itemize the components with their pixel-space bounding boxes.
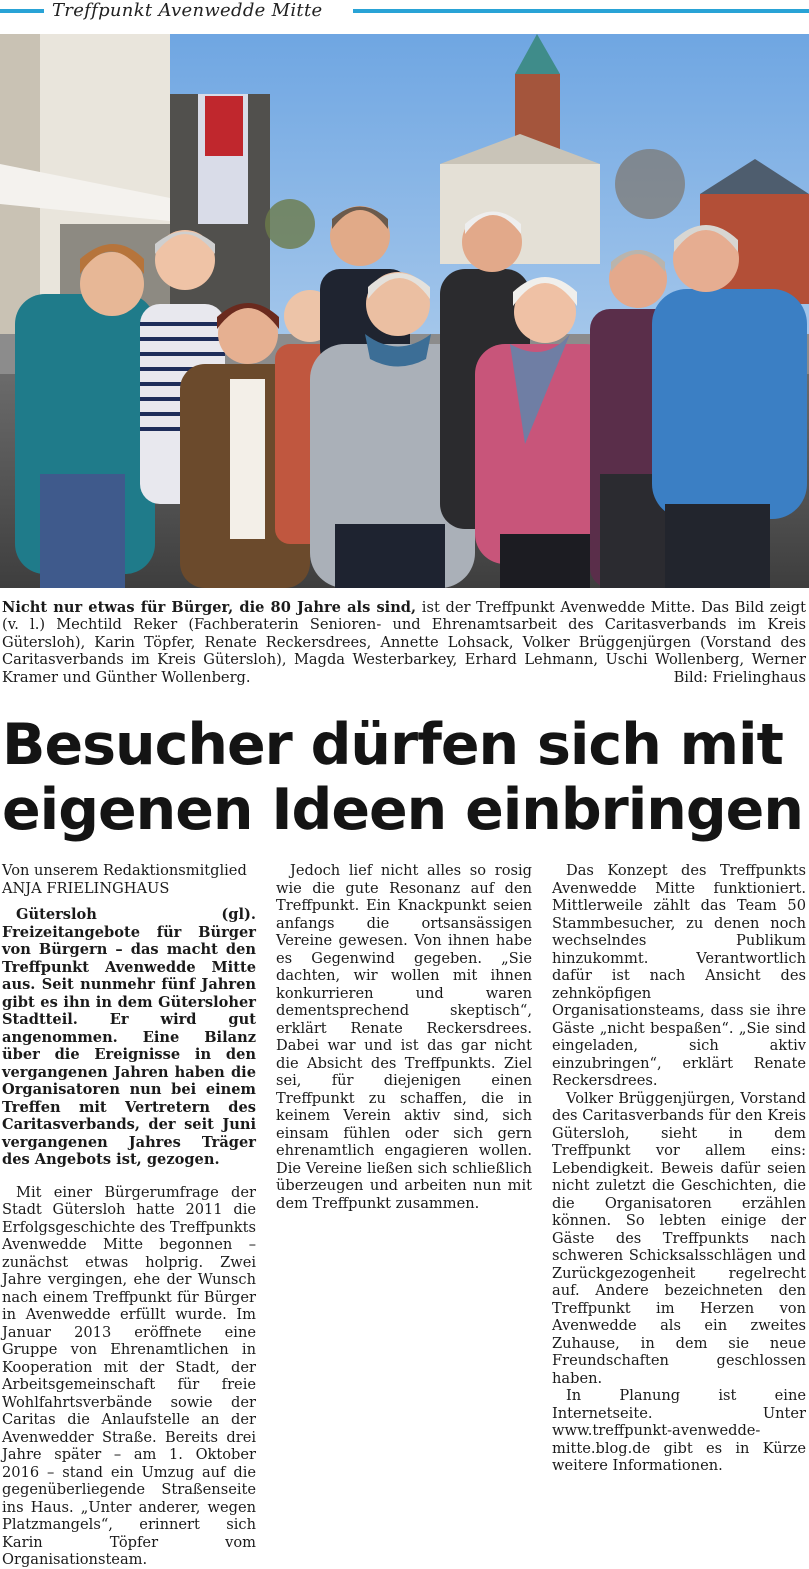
kicker-rule-right [353, 9, 809, 13]
article-paragraph-5: In Planung ist eine Internetseite. Unter www.treffpunkt-avenwedde-mitte.blog.de gibt es in Kürze weitere Informationen. [552, 1387, 806, 1474]
article-column-2 [276, 862, 532, 1212]
photo-caption [2, 599, 806, 686]
article-column-1 [2, 862, 256, 1569]
article-paragraph-4: Volker Brüggenjürgen, Vorstand des Caritasverbands für den Kreis Gütersloh, sieht in dem Treffpunkt vor allem eins: Lebendigkeit. Beweis dafür seien nicht zuletzt die Geschichten, die die Organisatoren erzählen können. So lebten einige der Gäste des Treffpunkts nach schweren Schicksalsschlägen und Zurückgezogenheit regelrecht auf. Andere bezeichneten den Treffpunkt im Herzen von Avenwedde als ein zweites Zuhause, in dem sie neue Freundschaften geschlossen haben. [552, 1089, 806, 1387]
headline-line-1: Besucher dürfen sich mit [2, 712, 783, 778]
caption-lead: Nicht nur etwas für Bürger, die 80 Jahre als sind, [2, 599, 417, 616]
article-headline [2, 713, 808, 843]
article-paragraph-2: Jedoch lief nicht alles so rosig wie die gute Resonanz auf den Treffpunkt. Ein Knackpunkt seien anfangs die ortsansässigen Vereine gewesen. Von ihnen habe es Gegenwind gegeben. „Sie dachten, wir wollen mit ihnen konkurrieren und waren dementsprechend skeptisch“, erklärt Renate Reckersdrees. Dabei war und ist das gar nicht die Absicht des Treffpunkts. Ziel sei, für diejenigen einen Treffpunkt zu schaffen, die in keinem Verein aktiv sind, sich einsam fühlen oder sich gern ehrenamtlich engagieren wollen. Die Vereine ließen sich schließlich überzeugen und arbeiten nun mit dem Treffpunkt zusammen. [276, 862, 532, 1212]
article-lead: Gütersloh (gl). Freizeitangebote für Bürger von Bürgern – das macht den Treffpunkt Avenwedde Mitte aus. Seit nunmehr fünf Jahren gibt es ihn in dem Gütersloher Stadtteil. Er wird gut angenommen. Eine Bilanz über die Ereignisse in den vergangenen Jahren haben die Organisatoren nun bei einem Treffen mit Vertretern des Caritasverbands, der seit Juni vergangenen Jahres Träger des Angebots ist, gezogen. [2, 906, 256, 1168]
byline-role: Von unserem Redaktionsmitglied [2, 862, 247, 879]
article-paragraph-3: Das Konzept des Treffpunkts Avenwedde Mitte funktioniert. Mittlerweile zählt das Team 50 Stammbesucher, zu denen noch wechselndes Publikum hinzukommt. Verantwortlich dafür ist nach Ansicht des zehnköpfigen Organisationsteams, dass sie ihre Gäste „nicht bespaßen“. „Sie sind eingeladen, sich aktiv einzubringen“, erklärt Renate Reckersdrees. [552, 862, 806, 1089]
group-photo [0, 34, 809, 588]
byline [2, 862, 256, 897]
headline-line-2: eigenen Ideen einbringen [2, 777, 803, 843]
group-photo-illustration [0, 34, 809, 588]
byline-author: ANJA FRIELINGHAUS [2, 879, 170, 897]
caption-text: ist der Treffpunkt Avenwedde Mitte. Das Bild zeigt (v. l.) Mechtild Reker (Fachberaterin Senioren- und Ehrenamtsarbeit des Caritasverbands im Kreis Gütersloh), Karin Töpfer, Renate Reckersdrees, Annette Lohsack, Volker Brüggenjürgen (Vorstand des Caritasverbands im Kreis Gütersloh), Magda Westerbarkey, Erhard Lehmann, Uschi Wollenberg, Werner Kramer und Günther Wollenberg. [2, 599, 806, 686]
kicker-bar [0, 0, 809, 22]
article-column-3 [552, 862, 806, 1475]
kicker-rule-left [0, 9, 44, 13]
kicker-title: Treffpunkt Avenwedde Mitte [52, 0, 323, 21]
article-paragraph-1: Mit einer Bürgerumfrage der Stadt Gütersloh hatte 2011 die Erfolgsgeschichte des Treffpunkts Avenwedde Mitte begonnen – zunächst etwas holprig. Zwei Jahre vergingen, ehe der Wunsch nach einem Treffpunkt für Bürger in Avenwedde erfüllt wurde. Im Januar 2013 eröffnete eine Gruppe von Ehrenamtlichen in Kooperation mit der Stadt, der Arbeitsgemeinschaft für freie Wohlfahrtsverbände sowie der Caritas die Anlaufstelle an der Avenwedder Straße. Bereits drei Jahre später – am 1. Oktober 2016 – stand ein Umzug auf die gegenüberliegende Straßenseite ins Haus. „Unter anderer, wegen Platzmangels“, erinnert sich Karin Töpfer vom Organisationsteam. [2, 1183, 256, 1568]
photo-credit: Bild: Frielinghaus [673, 668, 806, 686]
